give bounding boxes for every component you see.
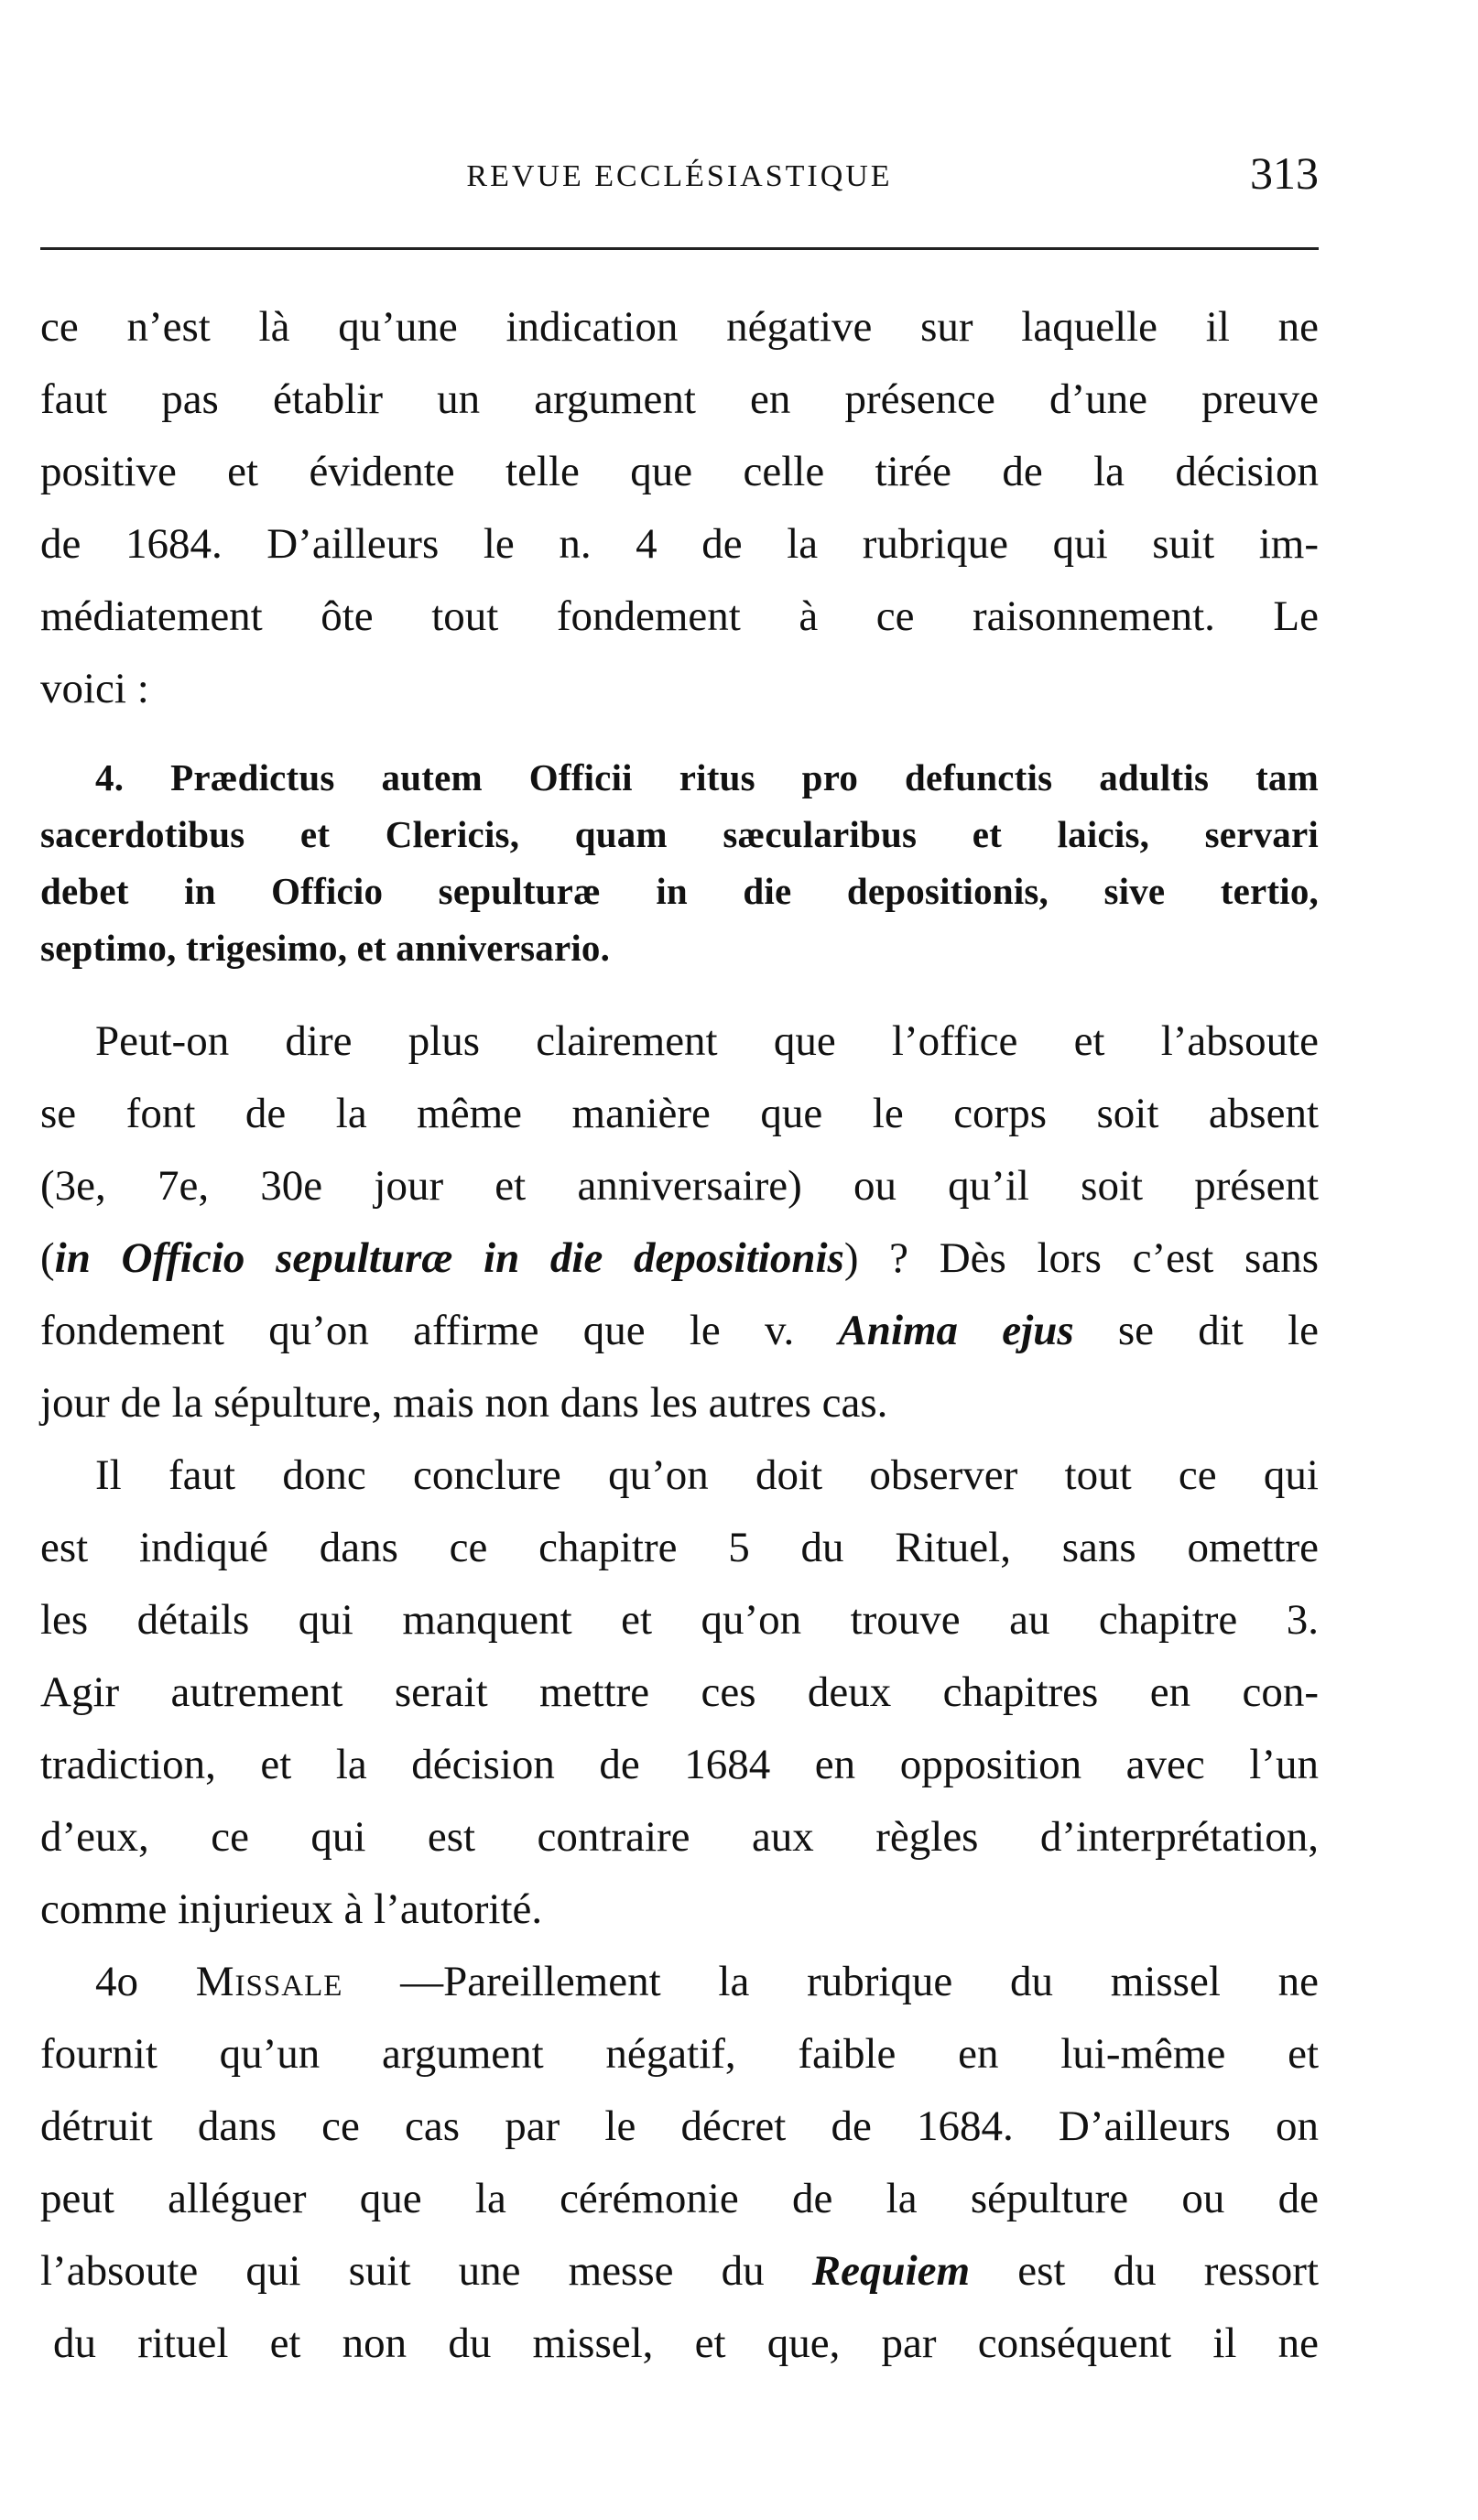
header-rule xyxy=(40,247,1319,250)
text-fragment: se dit le xyxy=(1073,1307,1320,1354)
text-fragment: —Pareillement la rubrique du missel ne xyxy=(342,1958,1319,2005)
section-heading: Missale xyxy=(195,1958,343,2005)
text-line xyxy=(40,1295,1319,1367)
text-line: médiatement ôte tout fondement à ce raisonnement. Le xyxy=(40,592,1319,640)
text-line: comme injurieux à l’autorité. xyxy=(40,1885,543,1933)
paragraph-2 xyxy=(40,1005,1319,1439)
paragraph-1 xyxy=(40,291,1319,725)
text-fragment: fondement qu’on affirme que le v. xyxy=(40,1307,839,1354)
text-fragment: ( xyxy=(40,1234,55,1282)
body-text xyxy=(40,291,1319,2380)
latin-citation: Requiem xyxy=(811,2247,971,2295)
text-line: de 1684. D’ailleurs le n. 4 de la rubrique qui suit im- xyxy=(40,520,1319,568)
section-number: 4o xyxy=(95,1958,196,2005)
text-line: est indiqué dans ce chapitre 5 du Rituel, sans omettre xyxy=(40,1524,1319,1571)
text-line xyxy=(40,1946,1319,2018)
quote-line: 4. Prædictus autem Officii ritus pro defunctis adultis tam xyxy=(95,756,1319,798)
quote-line: sacerdotibus et Clericis, quam sæcularibus et laicis, servari xyxy=(40,813,1319,855)
page-number: 313 xyxy=(1250,147,1319,199)
text-line: positive et évidente telle que celle tirée de la décision xyxy=(40,448,1319,495)
running-title: REVUE ECCLÉSIASTIQUE xyxy=(466,159,893,193)
latin-citation: in Officio sepulturæ in die depositionis xyxy=(54,1234,844,1282)
text-fragment: est du ressort xyxy=(970,2247,1320,2295)
text-line: fournit qu’un argument négatif, faible en lui-même et xyxy=(40,2030,1319,2078)
text-line: Peut-on dire plus clairement que l’office et l’absoute xyxy=(95,1017,1319,1065)
text-line: voici : xyxy=(40,665,149,712)
quote-line: septimo, trigesimo, et anniversario. xyxy=(40,927,611,969)
quote-line: debet in Officio sepulturæ in die depositionis, sive tertio, xyxy=(40,870,1319,912)
text-line xyxy=(40,2235,1319,2308)
text-line: Il faut donc conclure qu’on doit observer tout ce qui xyxy=(95,1451,1319,1499)
running-head xyxy=(40,147,1319,201)
text-line: tradiction, et la décision de 1684 en opposition avec l’un xyxy=(40,1741,1319,1788)
paragraph-3 xyxy=(40,1439,1319,1946)
text-fragment: l’absoute qui suit une messe du xyxy=(40,2247,812,2295)
text-line: (3e, 7e, 30e jour et anniversaire) ou qu’il soit présent xyxy=(40,1162,1319,1210)
text-line: faut pas établir un argument en présence d’une preuve xyxy=(40,375,1319,423)
text-line: se font de la même manière que le corps soit absent xyxy=(40,1090,1319,1137)
text-line: du rituel et non du missel, et que, par conséquent il ne xyxy=(53,2319,1319,2367)
text-line xyxy=(40,1222,1319,1295)
text-line: ce n’est là qu’une indication négative sur laquelle il ne xyxy=(40,303,1319,351)
text-line: les détails qui manquent et qu’on trouve au chapitre 3. xyxy=(40,1596,1319,1644)
text-fragment: ) ? Dès lors c’est sans xyxy=(843,1234,1319,1282)
latin-citation: Anima ejus xyxy=(838,1307,1074,1354)
text-line: détruit dans ce cas par le décret de 1684. D’ailleurs on xyxy=(40,2102,1319,2150)
text-line: Agir autrement serait mettre ces deux chapitres en con- xyxy=(40,1668,1319,1716)
paragraph-4 xyxy=(40,1946,1319,2380)
text-line: peut alléguer que la cérémonie de la sépulture ou de xyxy=(40,2175,1319,2222)
latin-quote xyxy=(40,749,1319,976)
text-line: d’eux, ce qui est contraire aux règles d’interprétation, xyxy=(40,1813,1319,1861)
text-line: jour de la sépulture, mais non dans les autres cas. xyxy=(40,1379,888,1427)
